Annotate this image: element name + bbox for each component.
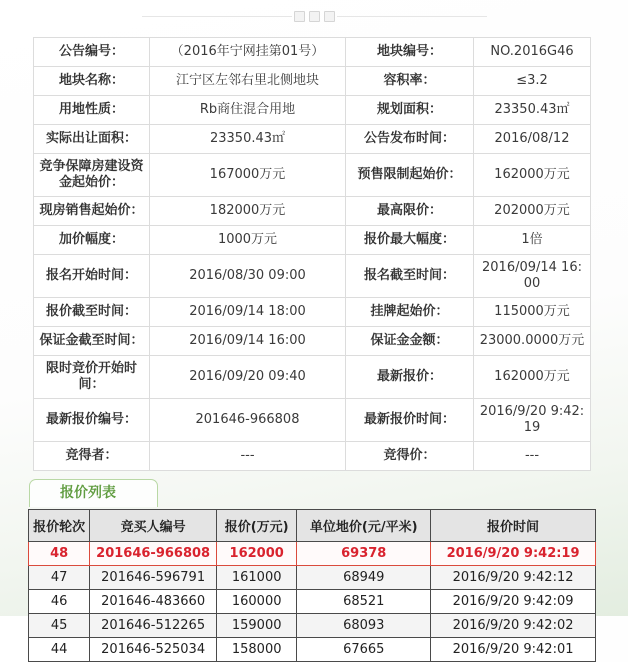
info-label: 竞争保障房建设资金起始价： [34, 154, 150, 197]
bid-column-header: 报价(万元) [216, 510, 296, 542]
bid-cell-time: 2016/9/20 9:42:01 [431, 638, 596, 662]
info-value: （2016年宁网挂第01号） [150, 38, 346, 67]
info-value: 1000万元 [150, 226, 346, 255]
info-label: 现房销售起始价： [34, 197, 150, 226]
info-row [34, 298, 591, 327]
bid-cell-unit_price: 69378 [297, 542, 431, 566]
info-value: 2016/08/30 09:00 [150, 255, 346, 298]
info-label: 最高限价： [346, 197, 474, 226]
info-label: 地块名称： [34, 67, 150, 96]
bid-cell-bidder: 201646-525034 [90, 638, 217, 662]
info-row [34, 154, 591, 197]
info-value: 201646-966808 [150, 399, 346, 442]
info-label: 容积率： [346, 67, 474, 96]
info-label: 公告编号： [34, 38, 150, 67]
info-label: 保证金截至时间： [34, 327, 150, 356]
bid-column-header: 报价轮次 [29, 510, 90, 542]
bid-cell-price: 160000 [216, 590, 296, 614]
bid-cell-unit_price: 68949 [297, 566, 431, 590]
info-value: --- [150, 442, 346, 471]
bid-cell-time: 2016/9/20 9:42:12 [431, 566, 596, 590]
info-label: 竞得者： [34, 442, 150, 471]
info-value: 182000万元 [150, 197, 346, 226]
info-value: ≤3.2 [474, 67, 591, 96]
info-label: 报名截至时间： [346, 255, 474, 298]
info-value: 2016/09/20 09:40 [150, 356, 346, 399]
divider-square-icon [294, 11, 305, 22]
info-row [34, 255, 591, 298]
info-label: 规划面积： [346, 96, 474, 125]
bid-column-header: 竞买人编号 [90, 510, 217, 542]
info-label: 竞得价： [346, 442, 474, 471]
bid-cell-round: 46 [29, 590, 90, 614]
bid-row [29, 590, 596, 614]
info-value: 23350.43㎡ [474, 96, 591, 125]
info-row [34, 356, 591, 399]
info-value: 1倍 [474, 226, 591, 255]
info-row [34, 226, 591, 255]
info-value: 167000万元 [150, 154, 346, 197]
info-label: 报名开始时间： [34, 255, 150, 298]
info-value: Rb商住混合用地 [150, 96, 346, 125]
tab-bid-list[interactable]: 报价列表 [29, 479, 158, 507]
bid-cell-round: 47 [29, 566, 90, 590]
bid-cell-unit_price: 67665 [297, 638, 431, 662]
info-label: 保证金金额： [346, 327, 474, 356]
bid-cell-unit_price: 68521 [297, 590, 431, 614]
bid-row-latest [29, 542, 596, 566]
info-label: 报价最大幅度： [346, 226, 474, 255]
top-divider [0, 10, 628, 22]
info-row [34, 125, 591, 154]
bid-column-header: 单位地价(元/平米) [297, 510, 431, 542]
bid-row [29, 638, 596, 662]
info-value: 2016/09/14 16:00 [474, 255, 591, 298]
info-value: 115000万元 [474, 298, 591, 327]
info-label: 限时竞价开始时间： [34, 356, 150, 399]
info-label: 公告发布时间： [346, 125, 474, 154]
bid-cell-time: 2016/9/20 9:42:09 [431, 590, 596, 614]
bid-cell-round: 45 [29, 614, 90, 638]
info-label: 实际出让面积： [34, 125, 150, 154]
info-label: 最新报价编号： [34, 399, 150, 442]
bid-cell-round: 44 [29, 638, 90, 662]
bid-row [29, 614, 596, 638]
info-value: 2016/09/14 18:00 [150, 298, 346, 327]
divider-square-icon [324, 11, 335, 22]
page [0, 10, 628, 657]
info-value: 2016/9/20 9:42:19 [474, 399, 591, 442]
info-label: 挂牌起始价： [346, 298, 474, 327]
info-value: 23350.43㎡ [150, 125, 346, 154]
divider-line-right [337, 16, 487, 17]
info-value: 江宁区左邻右里北侧地块 [150, 67, 346, 96]
info-row [34, 67, 591, 96]
bid-cell-unit_price: 68093 [297, 614, 431, 638]
bid-cell-time: 2016/9/20 9:42:02 [431, 614, 596, 638]
info-value: NO.2016G46 [474, 38, 591, 67]
bid-cell-bidder: 201646-512265 [90, 614, 217, 638]
bid-cell-price: 159000 [216, 614, 296, 638]
info-row [34, 327, 591, 356]
info-label: 加价幅度： [34, 226, 150, 255]
info-row [34, 399, 591, 442]
info-label: 预售限制起始价： [346, 154, 474, 197]
bid-cell-round: 48 [29, 542, 90, 566]
bid-cell-bidder: 201646-483660 [90, 590, 217, 614]
bid-cell-price: 162000 [216, 542, 296, 566]
info-value: 162000万元 [474, 154, 591, 197]
info-value: 2016/08/12 [474, 125, 591, 154]
bid-table-body [29, 542, 596, 662]
info-label: 最新报价： [346, 356, 474, 399]
info-row [34, 442, 591, 471]
divider-square-icon [309, 11, 320, 22]
bid-row [29, 566, 596, 590]
info-row [34, 96, 591, 125]
bid-column-header: 报价时间 [431, 510, 596, 542]
info-value: --- [474, 442, 591, 471]
divider-line-left [142, 16, 292, 17]
info-label: 最新报价时间： [346, 399, 474, 442]
info-value: 2016/09/14 16:00 [150, 327, 346, 356]
info-label: 报价截至时间： [34, 298, 150, 327]
info-row [34, 197, 591, 226]
info-value: 162000万元 [474, 356, 591, 399]
bid-table-header-row [29, 510, 596, 542]
land-info-table [33, 37, 591, 471]
info-value: 23000.0000万元 [474, 327, 591, 356]
land-info-table-body [34, 38, 591, 471]
info-label: 用地性质： [34, 96, 150, 125]
bid-cell-price: 158000 [216, 638, 296, 662]
info-row [34, 38, 591, 67]
bid-cell-time: 2016/9/20 9:42:19 [431, 542, 596, 566]
bid-cell-price: 161000 [216, 566, 296, 590]
bid-list-table [28, 509, 596, 662]
bid-cell-bidder: 201646-966808 [90, 542, 217, 566]
info-label: 地块编号： [346, 38, 474, 67]
bid-cell-bidder: 201646-596791 [90, 566, 217, 590]
info-value: 202000万元 [474, 197, 591, 226]
